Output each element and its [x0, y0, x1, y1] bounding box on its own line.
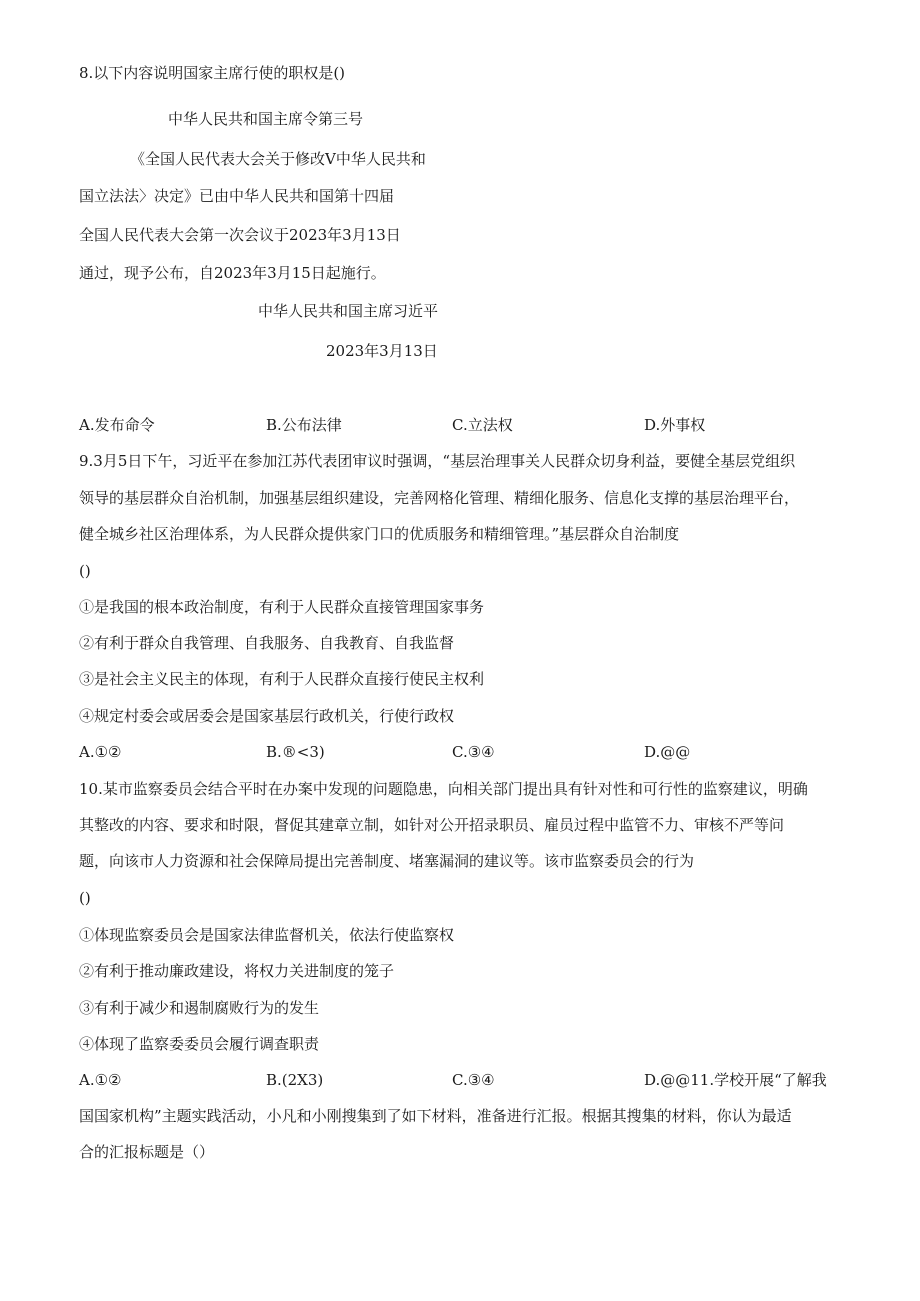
decree-body-line-2: 国立法法〉决定》已由中华人民共和国第十四届 — [79, 187, 395, 205]
q9-item-1: ①是我国的根本政治制度，有利于人民群众直接管理国家事务 — [79, 598, 485, 616]
decree-body-line-4: 通过，现予公布，自2023年3月15日起施行。 — [79, 264, 386, 282]
q10-stem-line-1: 10.某市监察委员会结合平时在办案中发现的问题隐患，向相关部门提出具有针对性和可行性的监察建议，明确 — [79, 780, 808, 798]
q9-stem-line-3: 健全城乡社区治理体系，为人民群众提供家门口的优质服务和精细管理。”基层群众自治制度 — [79, 525, 680, 543]
q8-option-a: A.发布命令 — [79, 416, 155, 434]
q10-option-a: A.①② — [79, 1071, 122, 1089]
q9-option-c: C.③④ — [452, 743, 495, 761]
q9-stem-line-2: 领导的基层群众自治机制，加强基层组织建设，完善网格化管理、精细化服务、信息化支撑的基层治理平台， — [79, 489, 800, 507]
q9-item-3: ③是社会主义民主的体现，有利于人民群众直接行使民主权利 — [79, 670, 485, 688]
q8-option-d: D.外事权 — [644, 416, 706, 434]
decree-signature: 中华人民共和国主席习近平 — [258, 302, 439, 320]
q10-item-1: ①体现监察委员会是国家法律监督机关，依法行使监察权 — [79, 926, 455, 944]
q11-text-line-1: 国国家机构”主题实践活动，小凡和小刚搜集到了如下材料，准备进行汇报。根据其搜集的材料，你认为最适 — [79, 1107, 792, 1125]
q10-option-c: C.③④ — [452, 1071, 495, 1089]
q9-stem-line-1: 9.3月5日下午，习近平在参加江苏代表团审议时强调，“基层治理事关人民群众切身利益，要健全基层党组织 — [79, 452, 796, 470]
q10-option-b: B.(2X3) — [266, 1071, 324, 1089]
q10-item-2: ②有利于推动廉政建设，将权力关进制度的笼子 — [79, 962, 395, 980]
q10-option-d: D.@@11.学校开展“了解我 — [644, 1071, 827, 1089]
q9-answer-blank: () — [79, 562, 91, 580]
q10-stem-line-2: 其整改的内容、要求和时限，督促其建章立制，如针对公开招录职员、雇员过程中监管不力、审核不严等问 — [79, 816, 785, 834]
q8-option-c: C.立法权 — [452, 416, 513, 434]
q9-item-2: ②有利于群众自我管理、自我服务、自我教育、自我监督 — [79, 634, 455, 652]
q9-option-b: B.®<3) — [266, 743, 325, 761]
q9-item-4: ④规定村委会或居委会是国家基层行政机关，行使行政权 — [79, 707, 455, 725]
q10-item-4: ④体现了监察委委员会履行调查职责 — [79, 1035, 320, 1053]
decree-body-line-1: 《全国人民代表大会关于修改V中华人民共和 — [130, 150, 426, 168]
q10-stem-line-3: 题，向该市人力资源和社会保障局提出完善制度、堵塞漏洞的建议等。该市监察委员会的行为 — [79, 852, 695, 870]
q8-stem: 8.以下内容说明国家主席行使的职权是() — [79, 64, 346, 82]
q9-option-a: A.①② — [79, 743, 122, 761]
decree-title: 中华人民共和国主席令第三号 — [168, 110, 364, 128]
q11-text-line-2: 合的汇报标题是（） — [79, 1143, 215, 1161]
q10-answer-blank: () — [79, 889, 91, 907]
q10-item-3: ③有利于减少和遏制腐败行为的发生 — [79, 999, 320, 1017]
decree-body-line-3: 全国人民代表大会第一次会议于2023年3月13日 — [79, 226, 401, 244]
decree-date: 2023年3月13日 — [326, 342, 438, 360]
q8-option-b: B.公布法律 — [266, 416, 342, 434]
q9-option-d: D.@@ — [644, 743, 691, 761]
